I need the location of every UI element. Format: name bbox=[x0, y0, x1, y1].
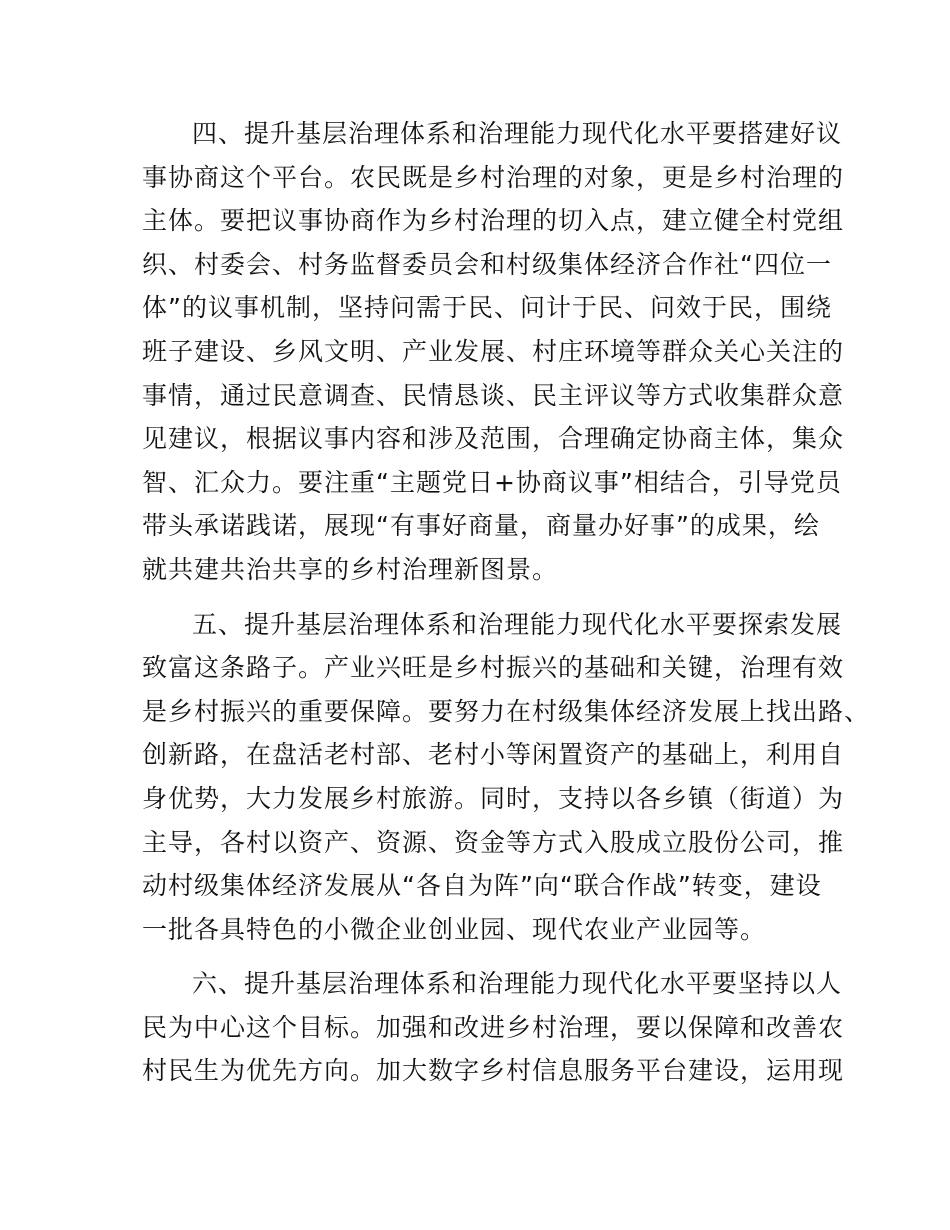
text-line: 四、提升基层治理体系和治理能力现代化水平要搭建好议 bbox=[192, 119, 843, 148]
text-line: 事情，通过民意调查、民情恳谈、民主评议等方式收集群众意 bbox=[142, 380, 845, 410]
paragraph-five bbox=[142, 603, 871, 952]
text-line: 民为中心这个目标。加强和改进乡村治理，要以保障和改善农 bbox=[142, 1012, 845, 1042]
text-line: 五、提升基层治理体系和治理能力现代化水平要探索发展 bbox=[192, 609, 843, 639]
document-body bbox=[142, 112, 871, 1104]
text-line: 村民生为优先方向。加大数字乡村信息服务平台建设，运用现 bbox=[142, 1056, 845, 1086]
text-line: 主导，各村以资产、资源、资金等方式入股成立股份公司，推 bbox=[142, 827, 845, 857]
text-line: 创新路，在盘活老村部、老村小等闲置资产的基础上，利用自 bbox=[142, 740, 845, 770]
paragraph-four bbox=[142, 112, 845, 592]
text-line: 事协商这个平台。农民既是乡村治理的对象，更是乡村治理的 bbox=[142, 162, 845, 192]
text-line: 致富这条路子。产业兴旺是乡村振兴的基础和关键，治理有效 bbox=[142, 653, 845, 683]
text-line: 就共建共治共享的乡村治理新图景。 bbox=[142, 554, 559, 584]
text-line: 一批各具特色的小微企业创业园、现代农业产业园等。 bbox=[142, 914, 767, 944]
text-line: 见建议，根据议事内容和涉及范围，合理确定协商主体，集众 bbox=[142, 424, 845, 454]
text-line: 体”的议事机制，坚持问需于民、问计于民、问效于民，围绕 bbox=[142, 293, 832, 323]
text-line: 织、村委会、村务监督委员会和村级集体经济合作社“四位一 bbox=[142, 249, 832, 279]
text-line: 六、提升基层治理体系和治理能力现代化水平要坚持以人 bbox=[192, 969, 843, 999]
text-line: 动村级集体经济发展从“各自为阵”向“联合作战”转变，建设 bbox=[142, 871, 822, 901]
text-line: 带头承诺践诺，展现“有事好商量，商量办好事”的成果，绘 bbox=[142, 511, 820, 541]
text-line: 智、汇众力。要注重“主题党日+协商议事”相结合，引导党员 bbox=[142, 467, 842, 497]
text-line: 主体。要把议事协商作为乡村治理的切入点，建立健全村党组 bbox=[142, 206, 845, 236]
text-line: 班子建设、乡风文明、产业发展、村庄环境等群众关心关注的 bbox=[142, 336, 845, 366]
text-line: 身优势，大力发展乡村旅游。同时，支持以各乡镇（街道）为 bbox=[142, 783, 845, 813]
text-line: 是乡村振兴的重要保障。要努力在村级集体经济发展上找出路、 bbox=[142, 696, 871, 726]
paragraph-six bbox=[142, 962, 845, 1093]
